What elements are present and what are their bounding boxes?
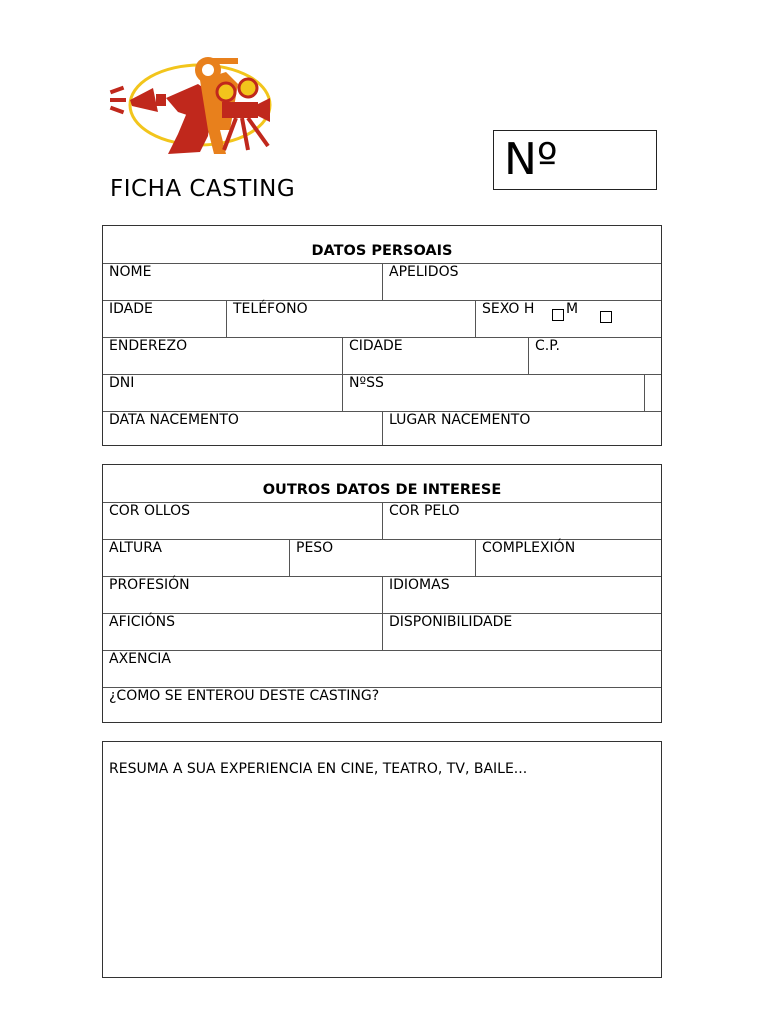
nss-field[interactable] [342,375,644,412]
sexo-label: SEXO H [482,301,535,317]
age-phone-row [103,300,661,338]
personal-data-table [102,225,662,446]
idade-field[interactable] [103,301,226,338]
telefono-field[interactable] [226,301,475,338]
profesion-label: PROFESIÓN [109,577,190,593]
other-heading: OUTROS DATOS DE INTERESE [262,482,502,498]
aficions-field[interactable] [103,614,382,651]
birth-row [103,411,661,445]
number-field[interactable] [493,130,657,190]
apelidos-label: APELIDOS [389,264,459,280]
body-row [103,539,661,577]
cor-pelo-field[interactable] [382,503,661,540]
name-row [103,263,661,301]
idiomas-label: IDIOMAS [389,577,450,593]
profession-row [103,576,661,614]
cp-field[interactable] [528,338,661,375]
nss-extra-field[interactable] [644,375,661,412]
address-row [103,337,661,375]
como-field[interactable] [103,688,661,722]
idiomas-field[interactable] [382,577,661,614]
peso-field[interactable] [289,540,475,577]
axencia-field[interactable] [103,651,661,688]
telefono-label: TELÉFONO [233,301,308,317]
complexion-label: COMPLEXIÓN [482,540,576,556]
apelidos-field[interactable] [382,264,661,301]
complexion-field[interactable] [475,540,661,577]
cidade-label: CIDADE [349,338,403,354]
cor-ollos-label: COR OLLOS [109,503,190,519]
altura-field[interactable] [103,540,289,577]
idade-label: IDADE [109,301,153,317]
enderezo-field[interactable] [103,338,342,375]
cor-pelo-label: COR PELO [389,503,460,519]
nss-label: NºSS [349,375,384,391]
cp-label: C.P. [535,338,560,354]
eyes-hair-row [103,502,661,540]
profesion-field[interactable] [103,577,382,614]
peso-label: PESO [296,540,334,556]
axencia-label: AXENCIA [109,651,171,667]
dni-label: DNI [109,375,135,391]
disponibilidade-label: DISPONIBILIDADE [389,614,513,630]
data-nacemento-label: DATA NACEMENTO [109,412,239,428]
data-nacemento-field[interactable] [103,412,382,445]
personal-heading-row [103,226,661,263]
hobbies-row [103,613,661,651]
dni-field[interactable] [103,375,342,412]
enderezo-label: ENDEREZO [109,338,188,354]
other-heading-row [103,465,661,502]
source-row [103,687,661,722]
megaphone-icon [110,86,166,115]
casting-logo [108,50,278,160]
number-label: Nº [504,134,558,185]
sexo-m-checkbox[interactable] [600,311,612,323]
nome-field[interactable] [103,264,382,301]
experience-box[interactable] [102,741,662,978]
lugar-nacemento-label: LUGAR NACEMENTO [389,412,531,428]
sexo-h-checkbox[interactable] [552,309,564,321]
disponibilidade-field[interactable] [382,614,661,651]
lugar-nacemento-field[interactable] [382,412,661,445]
agency-row [103,650,661,688]
form-title: FICHA CASTING [110,176,296,202]
sexo-m-label: M [566,301,579,317]
dni-row [103,374,661,412]
aficions-label: AFICIÓNS [109,614,176,630]
nome-label: NOME [109,264,152,280]
altura-label: ALTURA [109,540,162,556]
cor-ollos-field[interactable] [103,503,382,540]
other-data-table [102,464,662,723]
cidade-field[interactable] [342,338,528,375]
sexo-field [475,301,661,338]
personal-heading: DATOS PERSOAIS [311,243,453,259]
experience-prompt: RESUMA A SUA EXPERIENCIA EN CINE, TEATRO, TV, BAILE... [109,761,528,777]
como-label: ¿COMO SE ENTEROU DESTE CASTING? [109,688,380,704]
film-camera-icon [217,79,270,150]
